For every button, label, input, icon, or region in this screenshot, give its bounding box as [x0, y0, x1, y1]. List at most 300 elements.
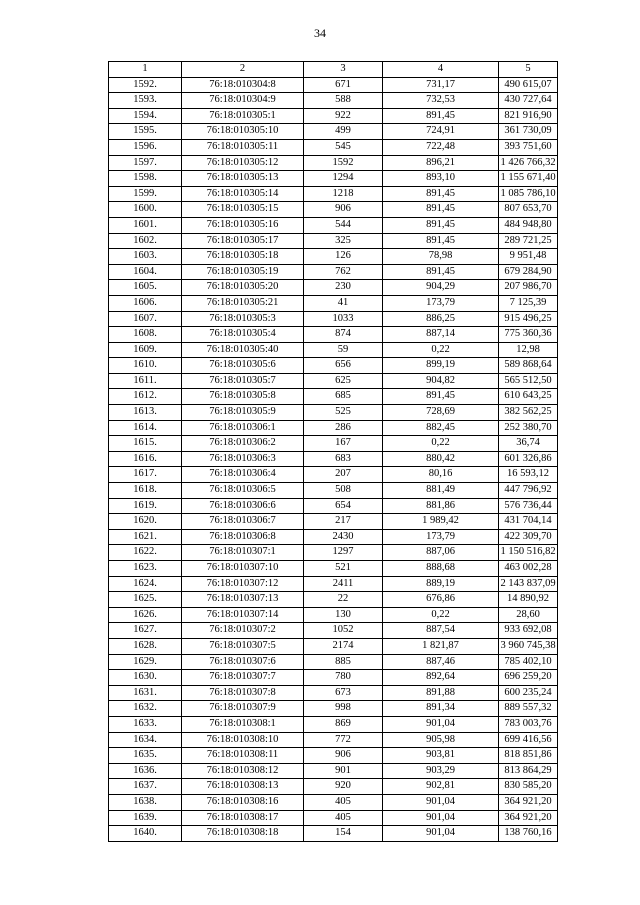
table-row — [109, 171, 558, 187]
table-row — [109, 748, 558, 764]
value-cell: 364 921,20 — [499, 810, 558, 826]
table-row — [109, 592, 558, 608]
row-number-cell: 1616. — [109, 451, 182, 467]
table-row — [109, 545, 558, 561]
row-number-cell: 1622. — [109, 545, 182, 561]
table-row — [109, 93, 558, 109]
table-row — [109, 77, 558, 93]
value-cell: 818 851,86 — [499, 748, 558, 764]
table-row — [109, 623, 558, 639]
rate-cell: 888,68 — [383, 561, 499, 577]
cadastral-number-cell: 76:18:010307:1 — [182, 545, 304, 561]
area-cell: 780 — [304, 670, 383, 686]
rate-cell: 0,22 — [383, 436, 499, 452]
header-cell: 5 — [499, 62, 558, 78]
cadastral-number-cell: 76:18:010306:6 — [182, 498, 304, 514]
rate-cell: 891,45 — [383, 202, 499, 218]
table-row — [109, 654, 558, 670]
rate-cell: 881,49 — [383, 483, 499, 499]
area-cell: 1294 — [304, 171, 383, 187]
area-cell: 1218 — [304, 186, 383, 202]
value-cell: 600 235,24 — [499, 685, 558, 701]
row-number-cell: 1619. — [109, 498, 182, 514]
area-cell: 673 — [304, 685, 383, 701]
header-cell: 3 — [304, 62, 383, 78]
cadastral-number-cell: 76:18:010304:9 — [182, 93, 304, 109]
table-row — [109, 607, 558, 623]
row-number-cell: 1614. — [109, 420, 182, 436]
area-cell: 22 — [304, 592, 383, 608]
rate-cell: 80,16 — [383, 467, 499, 483]
table-row — [109, 311, 558, 327]
table-row — [109, 451, 558, 467]
cadastral-number-cell: 76:18:010308:1 — [182, 716, 304, 732]
value-cell: 821 916,90 — [499, 108, 558, 124]
row-number-cell: 1602. — [109, 233, 182, 249]
area-cell: 869 — [304, 716, 383, 732]
rate-cell: 896,21 — [383, 155, 499, 171]
area-cell: 922 — [304, 108, 383, 124]
rate-cell: 889,19 — [383, 576, 499, 592]
cadastral-number-cell: 76:18:010307:10 — [182, 561, 304, 577]
row-number-cell: 1608. — [109, 327, 182, 343]
rate-cell: 901,04 — [383, 810, 499, 826]
rate-cell: 731,17 — [383, 77, 499, 93]
table-row — [109, 358, 558, 374]
rate-cell: 0,22 — [383, 607, 499, 623]
value-cell: 463 002,28 — [499, 561, 558, 577]
table-row — [109, 327, 558, 343]
area-cell: 685 — [304, 389, 383, 405]
table-row — [109, 763, 558, 779]
value-cell: 12,98 — [499, 342, 558, 358]
row-number-cell: 1613. — [109, 405, 182, 421]
value-cell: 601 326,86 — [499, 451, 558, 467]
area-cell: 920 — [304, 779, 383, 795]
cadastral-number-cell: 76:18:010307:14 — [182, 607, 304, 623]
cadastral-number-cell: 76:18:010308:17 — [182, 810, 304, 826]
row-number-cell: 1607. — [109, 311, 182, 327]
cadastral-number-cell: 76:18:010305:21 — [182, 295, 304, 311]
cadastral-number-cell: 76:18:010305:18 — [182, 249, 304, 265]
value-cell: 364 921,20 — [499, 794, 558, 810]
table-row — [109, 342, 558, 358]
rate-cell: 904,29 — [383, 280, 499, 296]
value-cell: 1 085 786,10 — [499, 186, 558, 202]
area-cell: 1297 — [304, 545, 383, 561]
value-cell: 382 562,25 — [499, 405, 558, 421]
table-row — [109, 498, 558, 514]
table-row — [109, 124, 558, 140]
cadastral-number-cell: 76:18:010305:10 — [182, 124, 304, 140]
value-cell: 807 653,70 — [499, 202, 558, 218]
cadastral-number-cell: 76:18:010306:5 — [182, 483, 304, 499]
table-row — [109, 810, 558, 826]
rate-cell: 880,42 — [383, 451, 499, 467]
area-cell: 1052 — [304, 623, 383, 639]
row-number-cell: 1621. — [109, 529, 182, 545]
value-cell: 1 426 766,32 — [499, 155, 558, 171]
area-cell: 656 — [304, 358, 383, 374]
area-cell: 230 — [304, 280, 383, 296]
rate-cell: 893,10 — [383, 171, 499, 187]
rate-cell: 0,22 — [383, 342, 499, 358]
table-row — [109, 202, 558, 218]
table-row — [109, 576, 558, 592]
value-cell: 699 416,56 — [499, 732, 558, 748]
value-cell: 1 150 516,82 — [499, 545, 558, 561]
row-number-cell: 1635. — [109, 748, 182, 764]
value-cell: 36,74 — [499, 436, 558, 452]
value-cell: 696 259,20 — [499, 670, 558, 686]
value-cell: 490 615,07 — [499, 77, 558, 93]
value-cell: 2 143 837,09 — [499, 576, 558, 592]
table-row — [109, 264, 558, 280]
row-number-cell: 1596. — [109, 139, 182, 155]
row-number-cell: 1630. — [109, 670, 182, 686]
data-table — [108, 61, 558, 842]
rate-cell: 78,98 — [383, 249, 499, 265]
cadastral-number-cell: 76:18:010305:7 — [182, 373, 304, 389]
area-cell: 405 — [304, 794, 383, 810]
value-cell: 422 309,70 — [499, 529, 558, 545]
value-cell: 830 585,20 — [499, 779, 558, 795]
area-cell: 906 — [304, 748, 383, 764]
area-cell: 130 — [304, 607, 383, 623]
area-cell: 126 — [304, 249, 383, 265]
table-row — [109, 779, 558, 795]
row-number-cell: 1640. — [109, 826, 182, 842]
table-row — [109, 670, 558, 686]
table-row — [109, 389, 558, 405]
rate-cell: 173,79 — [383, 295, 499, 311]
value-cell: 576 736,44 — [499, 498, 558, 514]
row-number-cell: 1638. — [109, 794, 182, 810]
value-cell: 3 960 745,38 — [499, 638, 558, 654]
cadastral-number-cell: 76:18:010307:2 — [182, 623, 304, 639]
row-number-cell: 1620. — [109, 514, 182, 530]
cadastral-number-cell: 76:18:010308:18 — [182, 826, 304, 842]
table-row — [109, 701, 558, 717]
cadastral-number-cell: 76:18:010305:11 — [182, 139, 304, 155]
cadastral-number-cell: 76:18:010307:7 — [182, 670, 304, 686]
area-cell: 405 — [304, 810, 383, 826]
cadastral-number-cell: 76:18:010305:9 — [182, 405, 304, 421]
row-number-cell: 1618. — [109, 483, 182, 499]
value-cell: 431 704,14 — [499, 514, 558, 530]
cadastral-number-cell: 76:18:010305:3 — [182, 311, 304, 327]
area-cell: 671 — [304, 77, 383, 93]
value-cell: 7 125,39 — [499, 295, 558, 311]
rate-cell: 901,04 — [383, 716, 499, 732]
row-number-cell: 1599. — [109, 186, 182, 202]
table-row — [109, 514, 558, 530]
table-row — [109, 420, 558, 436]
header-cell: 4 — [383, 62, 499, 78]
rate-cell: 891,45 — [383, 264, 499, 280]
row-number-cell: 1595. — [109, 124, 182, 140]
area-cell: 154 — [304, 826, 383, 842]
area-cell: 499 — [304, 124, 383, 140]
cadastral-number-cell: 76:18:010308:11 — [182, 748, 304, 764]
area-cell: 59 — [304, 342, 383, 358]
row-number-cell: 1601. — [109, 217, 182, 233]
value-cell: 289 721,25 — [499, 233, 558, 249]
cadastral-number-cell: 76:18:010306:8 — [182, 529, 304, 545]
rate-cell: 676,86 — [383, 592, 499, 608]
row-number-cell: 1604. — [109, 264, 182, 280]
rate-cell: 732,53 — [383, 93, 499, 109]
row-number-cell: 1625. — [109, 592, 182, 608]
table-row — [109, 685, 558, 701]
cadastral-number-cell: 76:18:010305:4 — [182, 327, 304, 343]
rate-cell: 887,54 — [383, 623, 499, 639]
row-number-cell: 1633. — [109, 716, 182, 732]
value-cell: 361 730,09 — [499, 124, 558, 140]
area-cell: 545 — [304, 139, 383, 155]
row-number-cell: 1626. — [109, 607, 182, 623]
cadastral-number-cell: 76:18:010305:6 — [182, 358, 304, 374]
rate-cell: 891,45 — [383, 389, 499, 405]
row-number-cell: 1592. — [109, 77, 182, 93]
table-row — [109, 561, 558, 577]
area-cell: 998 — [304, 701, 383, 717]
table-row — [109, 405, 558, 421]
table-row — [109, 467, 558, 483]
area-cell: 762 — [304, 264, 383, 280]
table-row — [109, 373, 558, 389]
value-cell: 447 796,92 — [499, 483, 558, 499]
value-cell: 889 557,32 — [499, 701, 558, 717]
table-header-row — [109, 62, 558, 78]
cadastral-number-cell: 76:18:010305:40 — [182, 342, 304, 358]
value-cell: 207 986,70 — [499, 280, 558, 296]
cadastral-number-cell: 76:18:010305:20 — [182, 280, 304, 296]
rate-cell: 902,81 — [383, 779, 499, 795]
table-row — [109, 716, 558, 732]
value-cell: 138 760,16 — [499, 826, 558, 842]
row-number-cell: 1632. — [109, 701, 182, 717]
table-row — [109, 249, 558, 265]
table-row — [109, 155, 558, 171]
cadastral-number-cell: 76:18:010306:3 — [182, 451, 304, 467]
rate-cell: 728,69 — [383, 405, 499, 421]
area-cell: 286 — [304, 420, 383, 436]
cadastral-number-cell: 76:18:010304:8 — [182, 77, 304, 93]
cadastral-number-cell: 76:18:010305:13 — [182, 171, 304, 187]
row-number-cell: 1623. — [109, 561, 182, 577]
cadastral-number-cell: 76:18:010307:9 — [182, 701, 304, 717]
row-number-cell: 1606. — [109, 295, 182, 311]
area-cell: 625 — [304, 373, 383, 389]
table-row — [109, 638, 558, 654]
area-cell: 41 — [304, 295, 383, 311]
rate-cell: 724,91 — [383, 124, 499, 140]
value-cell: 9 951,48 — [499, 249, 558, 265]
table-row — [109, 139, 558, 155]
cadastral-number-cell: 76:18:010306:7 — [182, 514, 304, 530]
area-cell: 217 — [304, 514, 383, 530]
row-number-cell: 1603. — [109, 249, 182, 265]
value-cell: 783 003,76 — [499, 716, 558, 732]
row-number-cell: 1627. — [109, 623, 182, 639]
area-cell: 521 — [304, 561, 383, 577]
table-row — [109, 794, 558, 810]
rate-cell: 891,45 — [383, 186, 499, 202]
cadastral-number-cell: 76:18:010305:8 — [182, 389, 304, 405]
area-cell: 525 — [304, 405, 383, 421]
rate-cell: 722,48 — [383, 139, 499, 155]
area-cell: 508 — [304, 483, 383, 499]
value-cell: 14 890,92 — [499, 592, 558, 608]
header-cell: 2 — [182, 62, 304, 78]
value-cell: 933 692,08 — [499, 623, 558, 639]
area-cell: 1033 — [304, 311, 383, 327]
row-number-cell: 1593. — [109, 93, 182, 109]
table-row — [109, 108, 558, 124]
row-number-cell: 1634. — [109, 732, 182, 748]
value-cell: 28,60 — [499, 607, 558, 623]
area-cell: 1592 — [304, 155, 383, 171]
area-cell: 901 — [304, 763, 383, 779]
cadastral-number-cell: 76:18:010307:12 — [182, 576, 304, 592]
rate-cell: 901,04 — [383, 826, 499, 842]
rate-cell: 887,46 — [383, 654, 499, 670]
row-number-cell: 1631. — [109, 685, 182, 701]
value-cell: 785 402,10 — [499, 654, 558, 670]
value-cell: 589 868,64 — [499, 358, 558, 374]
cadastral-number-cell: 76:18:010306:4 — [182, 467, 304, 483]
value-cell: 1 155 671,40 — [499, 171, 558, 187]
row-number-cell: 1600. — [109, 202, 182, 218]
page-number: 34 — [314, 26, 326, 40]
cadastral-number-cell: 76:18:010305:19 — [182, 264, 304, 280]
area-cell: 772 — [304, 732, 383, 748]
rate-cell: 891,34 — [383, 701, 499, 717]
row-number-cell: 1594. — [109, 108, 182, 124]
row-number-cell: 1598. — [109, 171, 182, 187]
rate-cell: 887,14 — [383, 327, 499, 343]
cadastral-number-cell: 76:18:010307:6 — [182, 654, 304, 670]
row-number-cell: 1639. — [109, 810, 182, 826]
cadastral-number-cell: 76:18:010308:16 — [182, 794, 304, 810]
area-cell: 885 — [304, 654, 383, 670]
rate-cell: 905,98 — [383, 732, 499, 748]
value-cell: 915 496,25 — [499, 311, 558, 327]
cadastral-number-cell: 76:18:010305:16 — [182, 217, 304, 233]
area-cell: 207 — [304, 467, 383, 483]
rate-cell: 903,81 — [383, 748, 499, 764]
row-number-cell: 1615. — [109, 436, 182, 452]
table-row — [109, 529, 558, 545]
cadastral-number-cell: 76:18:010305:17 — [182, 233, 304, 249]
cadastral-number-cell: 76:18:010308:10 — [182, 732, 304, 748]
area-cell: 2411 — [304, 576, 383, 592]
row-number-cell: 1612. — [109, 389, 182, 405]
cadastral-number-cell: 76:18:010308:12 — [182, 763, 304, 779]
rate-cell: 899,19 — [383, 358, 499, 374]
rate-cell: 1 989,42 — [383, 514, 499, 530]
row-number-cell: 1637. — [109, 779, 182, 795]
rate-cell: 173,79 — [383, 529, 499, 545]
area-cell: 544 — [304, 217, 383, 233]
rate-cell: 891,45 — [383, 233, 499, 249]
cadastral-number-cell: 76:18:010305:1 — [182, 108, 304, 124]
rate-cell: 904,82 — [383, 373, 499, 389]
rate-cell: 881,86 — [383, 498, 499, 514]
cadastral-number-cell: 76:18:010307:5 — [182, 638, 304, 654]
area-cell: 588 — [304, 93, 383, 109]
row-number-cell: 1617. — [109, 467, 182, 483]
row-number-cell: 1624. — [109, 576, 182, 592]
value-cell: 775 360,36 — [499, 327, 558, 343]
table-row — [109, 280, 558, 296]
area-cell: 325 — [304, 233, 383, 249]
row-number-cell: 1629. — [109, 654, 182, 670]
value-cell: 565 512,50 — [499, 373, 558, 389]
value-cell: 252 380,70 — [499, 420, 558, 436]
cadastral-number-cell: 76:18:010307:8 — [182, 685, 304, 701]
rate-cell: 903,29 — [383, 763, 499, 779]
rate-cell: 886,25 — [383, 311, 499, 327]
rate-cell: 901,04 — [383, 794, 499, 810]
rate-cell: 891,88 — [383, 685, 499, 701]
value-cell: 813 864,29 — [499, 763, 558, 779]
cadastral-number-cell: 76:18:010307:13 — [182, 592, 304, 608]
rate-cell: 892,64 — [383, 670, 499, 686]
table-body — [109, 62, 558, 842]
cadastral-number-cell: 76:18:010305:15 — [182, 202, 304, 218]
rate-cell: 1 821,87 — [383, 638, 499, 654]
table-row — [109, 732, 558, 748]
table-row — [109, 826, 558, 842]
cadastral-number-cell: 76:18:010305:12 — [182, 155, 304, 171]
area-cell: 167 — [304, 436, 383, 452]
cadastral-number-cell: 76:18:010305:14 — [182, 186, 304, 202]
table-row — [109, 436, 558, 452]
area-cell: 874 — [304, 327, 383, 343]
row-number-cell: 1628. — [109, 638, 182, 654]
rate-cell: 882,45 — [383, 420, 499, 436]
cadastral-number-cell: 76:18:010306:1 — [182, 420, 304, 436]
area-cell: 2430 — [304, 529, 383, 545]
value-cell: 679 284,90 — [499, 264, 558, 280]
table-row — [109, 186, 558, 202]
table-row — [109, 483, 558, 499]
row-number-cell: 1609. — [109, 342, 182, 358]
table-row — [109, 233, 558, 249]
table-row — [109, 295, 558, 311]
value-cell: 16 593,12 — [499, 467, 558, 483]
cadastral-number-cell: 76:18:010308:13 — [182, 779, 304, 795]
header-cell: 1 — [109, 62, 182, 78]
cadastral-number-cell: 76:18:010306:2 — [182, 436, 304, 452]
row-number-cell: 1605. — [109, 280, 182, 296]
value-cell: 484 948,80 — [499, 217, 558, 233]
table-row — [109, 217, 558, 233]
rate-cell: 887,06 — [383, 545, 499, 561]
row-number-cell: 1611. — [109, 373, 182, 389]
value-cell: 610 643,25 — [499, 389, 558, 405]
value-cell: 430 727,64 — [499, 93, 558, 109]
value-cell: 393 751,60 — [499, 139, 558, 155]
row-number-cell: 1597. — [109, 155, 182, 171]
rate-cell: 891,45 — [383, 108, 499, 124]
area-cell: 654 — [304, 498, 383, 514]
rate-cell: 891,45 — [383, 217, 499, 233]
row-number-cell: 1636. — [109, 763, 182, 779]
area-cell: 2174 — [304, 638, 383, 654]
